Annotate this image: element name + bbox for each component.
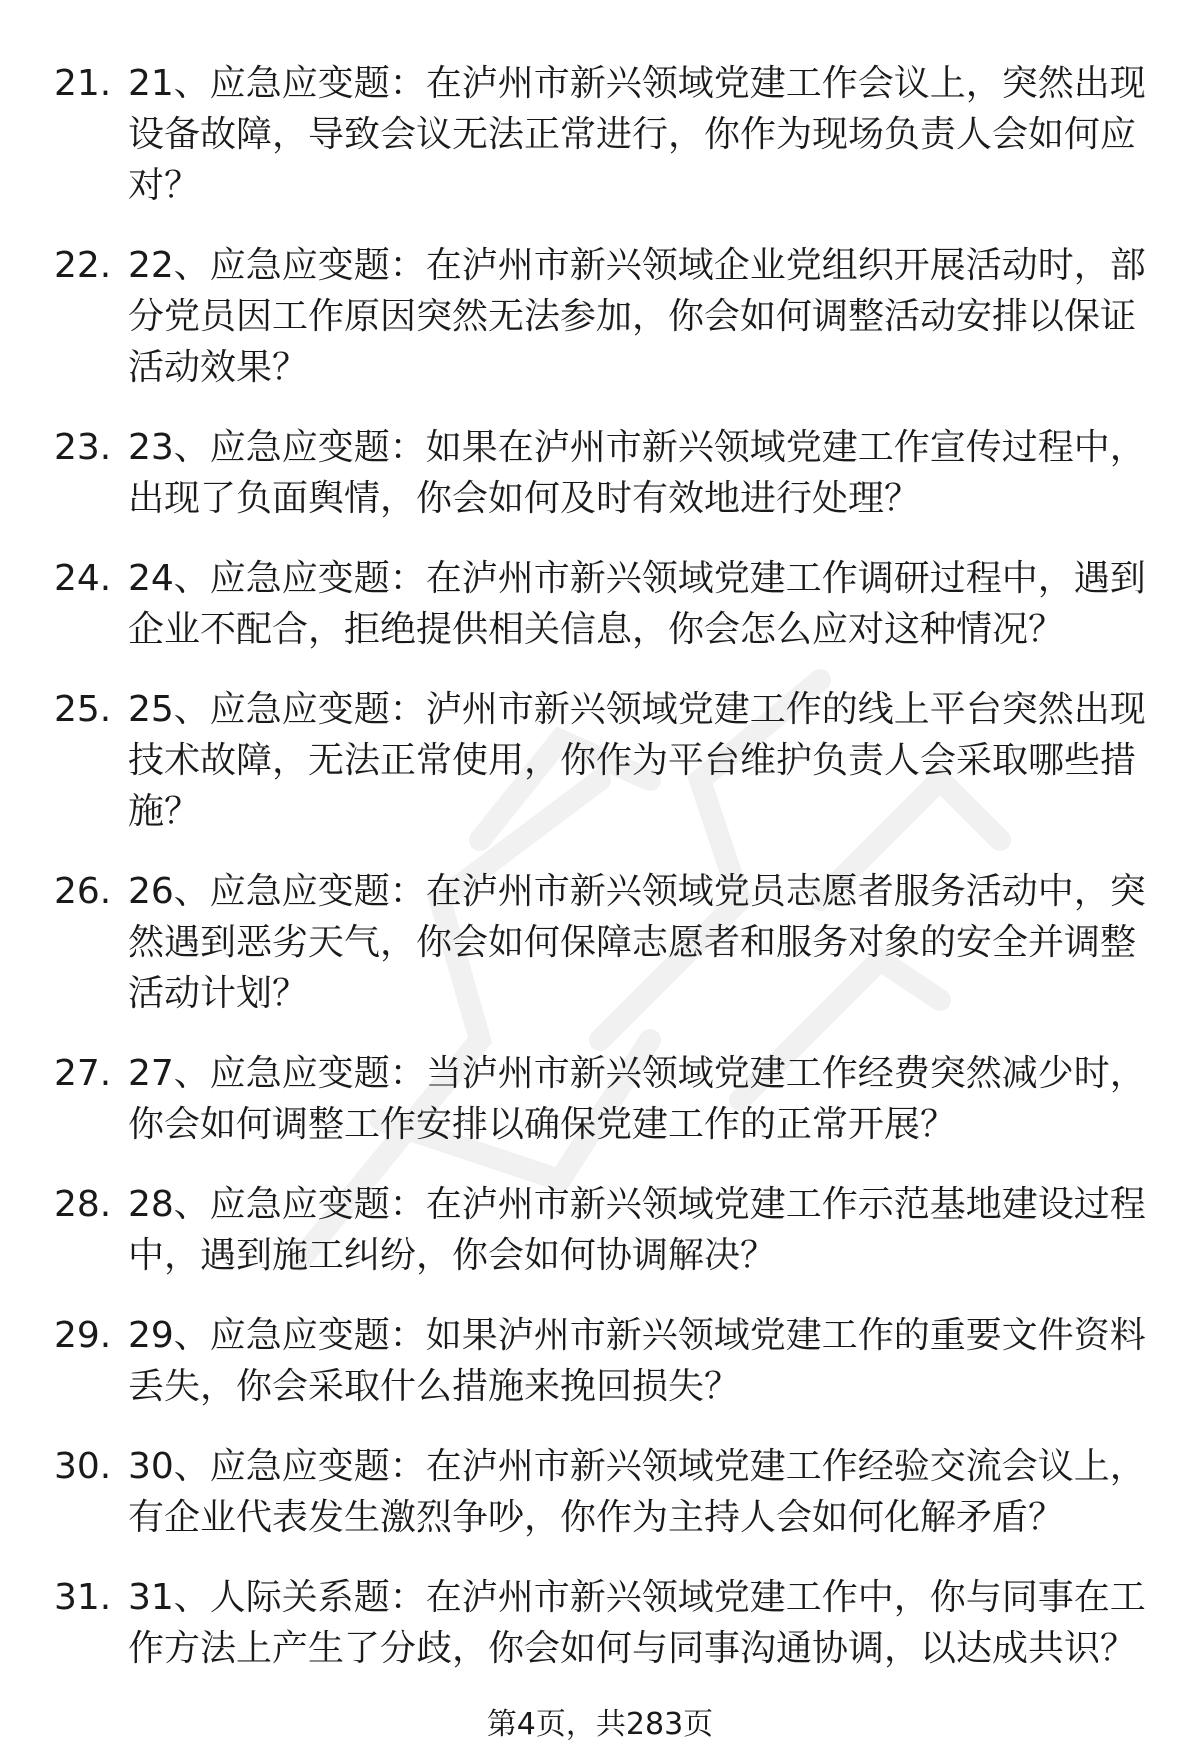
- question-text: 30、应急应变题：在泸州市新兴领域党建工作经验交流会议上，有企业代表发生激烈争吵，你作为主持人会如何化解矛盾？: [128, 1446, 1146, 1538]
- question-list: [0, 58, 1200, 1703]
- question-item: [0, 1179, 1200, 1281]
- question-text: 31、人际关系题：在泸州市新兴领域党建工作中，你与同事在工作方法上产生了分歧，你会如何与同事沟通协调，以达成共识？: [128, 1577, 1146, 1669]
- question-item: [0, 553, 1200, 655]
- question-item: [0, 684, 1200, 837]
- question-number: 26.: [54, 871, 112, 912]
- question-text: 22、应急应变题：在泸州市新兴领域企业党组织开展活动时，部分党员因工作原因突然无法参加，你会如何调整活动安排以保证活动效果？: [128, 245, 1146, 388]
- question-number: 27.: [54, 1053, 112, 1094]
- question-number: 28.: [54, 1184, 112, 1225]
- question-item: [0, 1310, 1200, 1412]
- question-text: 27、应急应变题：当泸州市新兴领域党建工作经费突然减少时，你会如何调整工作安排以确保党建工作的正常开展？: [128, 1053, 1146, 1145]
- question-number: 23.: [54, 427, 112, 468]
- question-item: [0, 1441, 1200, 1543]
- question-item: [0, 866, 1200, 1019]
- question-text: 24、应急应变题：在泸州市新兴领域党建工作调研过程中，遇到企业不配合，拒绝提供相关信息，你会怎么应对这种情况？: [128, 558, 1146, 650]
- question-number: 25.: [54, 689, 112, 730]
- question-number: 22.: [54, 245, 112, 286]
- question-item: [0, 58, 1200, 211]
- question-text: 21、应急应变题：在泸州市新兴领域党建工作会议上，突然出现设备故障，导致会议无法正常进行，你作为现场负责人会如何应对？: [128, 63, 1146, 206]
- question-text: 23、应急应变题：如果在泸州市新兴领域党建工作宣传过程中，出现了负面舆情，你会如何及时有效地进行处理？: [128, 427, 1146, 519]
- question-text: 28、应急应变题：在泸州市新兴领域党建工作示范基地建设过程中，遇到施工纠纷，你会如何协调解决？: [128, 1184, 1146, 1276]
- question-text: 29、应急应变题：如果泸州市新兴领域党建工作的重要文件资料丢失，你会采取什么措施来挽回损失？: [128, 1315, 1146, 1407]
- question-number: 24.: [54, 558, 112, 599]
- question-text: 26、应急应变题：在泸州市新兴领域党员志愿者服务活动中，突然遇到恶劣天气，你会如何保障志愿者和服务对象的安全并调整活动计划？: [128, 871, 1146, 1014]
- question-number: 21.: [54, 63, 112, 104]
- question-item: [0, 1048, 1200, 1150]
- question-number: 29.: [54, 1315, 112, 1356]
- question-item: [0, 240, 1200, 393]
- page-footer: 第4页，共283页: [486, 1707, 714, 1742]
- question-item: [0, 1572, 1200, 1674]
- question-text: 25、应急应变题：泸州市新兴领域党建工作的线上平台突然出现技术故障，无法正常使用，你作为平台维护负责人会采取哪些措施？: [128, 689, 1146, 832]
- question-number: 30.: [54, 1446, 112, 1487]
- question-number: 31.: [54, 1577, 112, 1618]
- question-item: [0, 422, 1200, 524]
